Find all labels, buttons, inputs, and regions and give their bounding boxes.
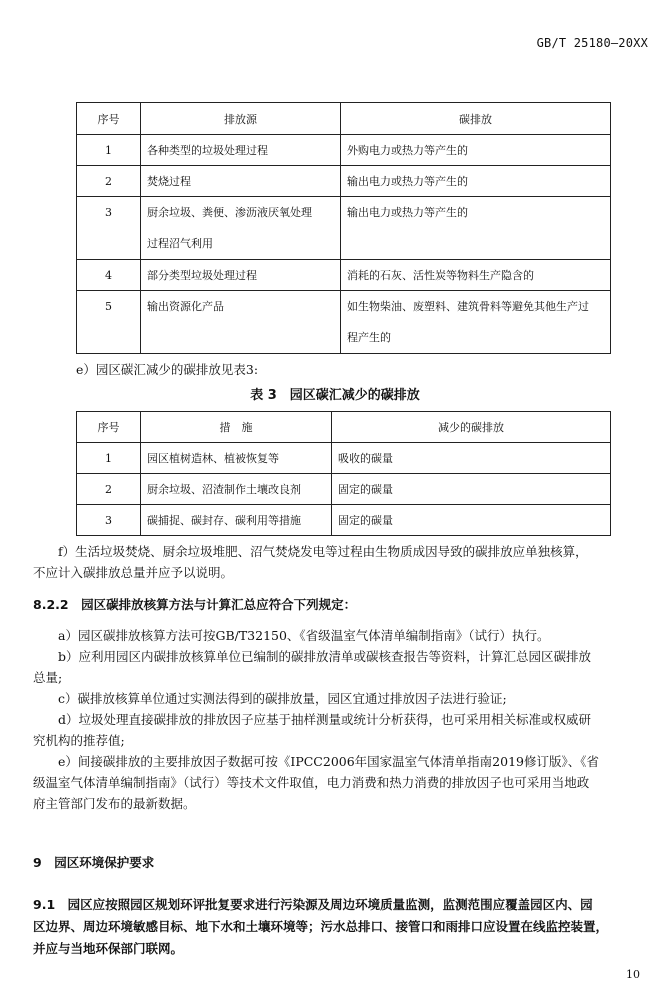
item-e-line2: 级温室气体清单编制指南》（试行）等技术文件取值，电力消费和热力消费的排放因子也可采用当地政 bbox=[33, 775, 590, 790]
row-no: 3 bbox=[77, 505, 141, 536]
carbon-sink-table bbox=[76, 411, 611, 536]
row-source: 输出资源化产品 bbox=[141, 291, 341, 354]
row-emission-line: 程产生的 bbox=[347, 331, 391, 344]
row-source: 焚烧过程 bbox=[141, 166, 341, 197]
paragraph-f-line2: 不应计入碳排放总量并应予以说明。 bbox=[33, 565, 234, 580]
section-9-1-line1: 9.1 园区应按照园区规划环评批复要求进行污染源及周边环境质量监测，监测范围应覆盖园区内、园 bbox=[33, 897, 593, 912]
table-row bbox=[77, 260, 611, 291]
row-no: 1 bbox=[77, 135, 141, 166]
row-emission: 消耗的石灰、活性炭等物料生产隐含的 bbox=[341, 260, 611, 291]
row-measure: 厨余垃圾、沼渣制作土壤改良剂 bbox=[141, 474, 332, 505]
row-source: 部分类型垃圾处理过程 bbox=[141, 260, 341, 291]
row-measure: 园区植树造林、植被恢复等 bbox=[141, 443, 332, 474]
table-row bbox=[77, 166, 611, 197]
col-header-reduction: 减少的碳排放 bbox=[332, 412, 611, 443]
paragraph-e-table3-ref: e）园区碳汇减少的碳排放见表3: bbox=[76, 362, 259, 377]
row-emission-line: 如生物柴油、废塑料、建筑骨料等避免其他生产过 bbox=[347, 300, 589, 313]
row-measure: 碳捕捉、碳封存、碳利用等措施 bbox=[141, 505, 332, 536]
row-emission: 输出电力或热力等产生的 bbox=[341, 197, 611, 260]
item-b-line1: b）应利用园区内碳排放核算单位已编制的碳排放清单或碳核查报告等资料，计算汇总园区碳排放 bbox=[58, 649, 592, 664]
emission-source-table bbox=[76, 102, 611, 354]
table3-caption: 表 3 园区碳汇减少的碳排放 bbox=[250, 388, 420, 403]
col-header-emission: 碳排放 bbox=[341, 103, 611, 135]
table-row bbox=[77, 135, 611, 166]
paragraph-f-line1: f）生活垃圾焚烧、厨余垃圾堆肥、沼气焚烧发电等过程由生物质成因导致的碳排放应单独核算， bbox=[58, 544, 588, 559]
table-header-row bbox=[77, 412, 611, 443]
row-no: 2 bbox=[77, 166, 141, 197]
row-no: 1 bbox=[77, 443, 141, 474]
item-e-line3: 府主管部门发布的最新数据。 bbox=[33, 796, 196, 811]
table-header-row bbox=[77, 103, 611, 135]
col-header-source: 排放源 bbox=[141, 103, 341, 135]
item-b-line2: 总量; bbox=[33, 670, 63, 685]
standard-code: GB/T 25180—20XX bbox=[536, 36, 648, 50]
table-row bbox=[77, 197, 611, 260]
row-source-line: 过程沼气利用 bbox=[147, 237, 213, 250]
row-emission: 外购电力或热力等产生的 bbox=[341, 135, 611, 166]
col-header-measure: 措 施 bbox=[141, 412, 332, 443]
item-e-line1: e）间接碳排放的主要排放因子数据可按《IPCC2006年国家温室气体清单指南2019修订版》、《省 bbox=[58, 754, 599, 769]
table-row bbox=[77, 505, 611, 536]
item-d-line2: 究机构的推荐值; bbox=[33, 733, 125, 748]
row-no: 4 bbox=[77, 260, 141, 291]
item-c: c）碳排放核算单位通过实测法得到的碳排放量，园区宜通过排放因子法进行验证; bbox=[58, 691, 507, 706]
row-emission: 输出电力或热力等产生的 bbox=[341, 166, 611, 197]
row-no: 5 bbox=[77, 291, 141, 354]
row-no: 3 bbox=[77, 197, 141, 260]
table-row bbox=[77, 443, 611, 474]
table-row bbox=[77, 474, 611, 505]
section-9-heading: 9 园区环境保护要求 bbox=[33, 855, 155, 870]
section-9-1-line2: 区边界、周边环境敏感目标、地下水和土壤环境等；污水总排口、接管口和雨排口应设置在线监控装置， bbox=[33, 919, 609, 934]
item-a: a）园区碳排放核算方法可按GB/T32150、《省级温室气体清单编制指南》（试行）执行。 bbox=[58, 628, 550, 643]
row-source-line: 厨余垃圾、粪便、渗沥液厌氧处理 bbox=[147, 206, 312, 219]
row-emission bbox=[341, 291, 611, 354]
table-row bbox=[77, 291, 611, 354]
col-header-no: 序号 bbox=[77, 412, 141, 443]
row-reduction: 固定的碳量 bbox=[332, 474, 611, 505]
section-8-2-2-heading: 8.2.2 园区碳排放核算方法与计算汇总应符合下列规定： bbox=[33, 597, 357, 612]
row-source: 各种类型的垃圾处理过程 bbox=[141, 135, 341, 166]
row-no: 2 bbox=[77, 474, 141, 505]
row-source bbox=[141, 197, 341, 260]
item-d-line1: d）垃圾处理直接碳排放的排放因子应基于抽样测量或统计分析获得，也可采用相关标准或权威研 bbox=[58, 712, 592, 727]
section-9-1-line3: 并应与当地环保部门联网。 bbox=[33, 941, 184, 956]
row-reduction: 吸收的碳量 bbox=[332, 443, 611, 474]
page-number: 10 bbox=[626, 968, 640, 981]
row-reduction: 固定的碳量 bbox=[332, 505, 611, 536]
col-header-no: 序号 bbox=[77, 103, 141, 135]
